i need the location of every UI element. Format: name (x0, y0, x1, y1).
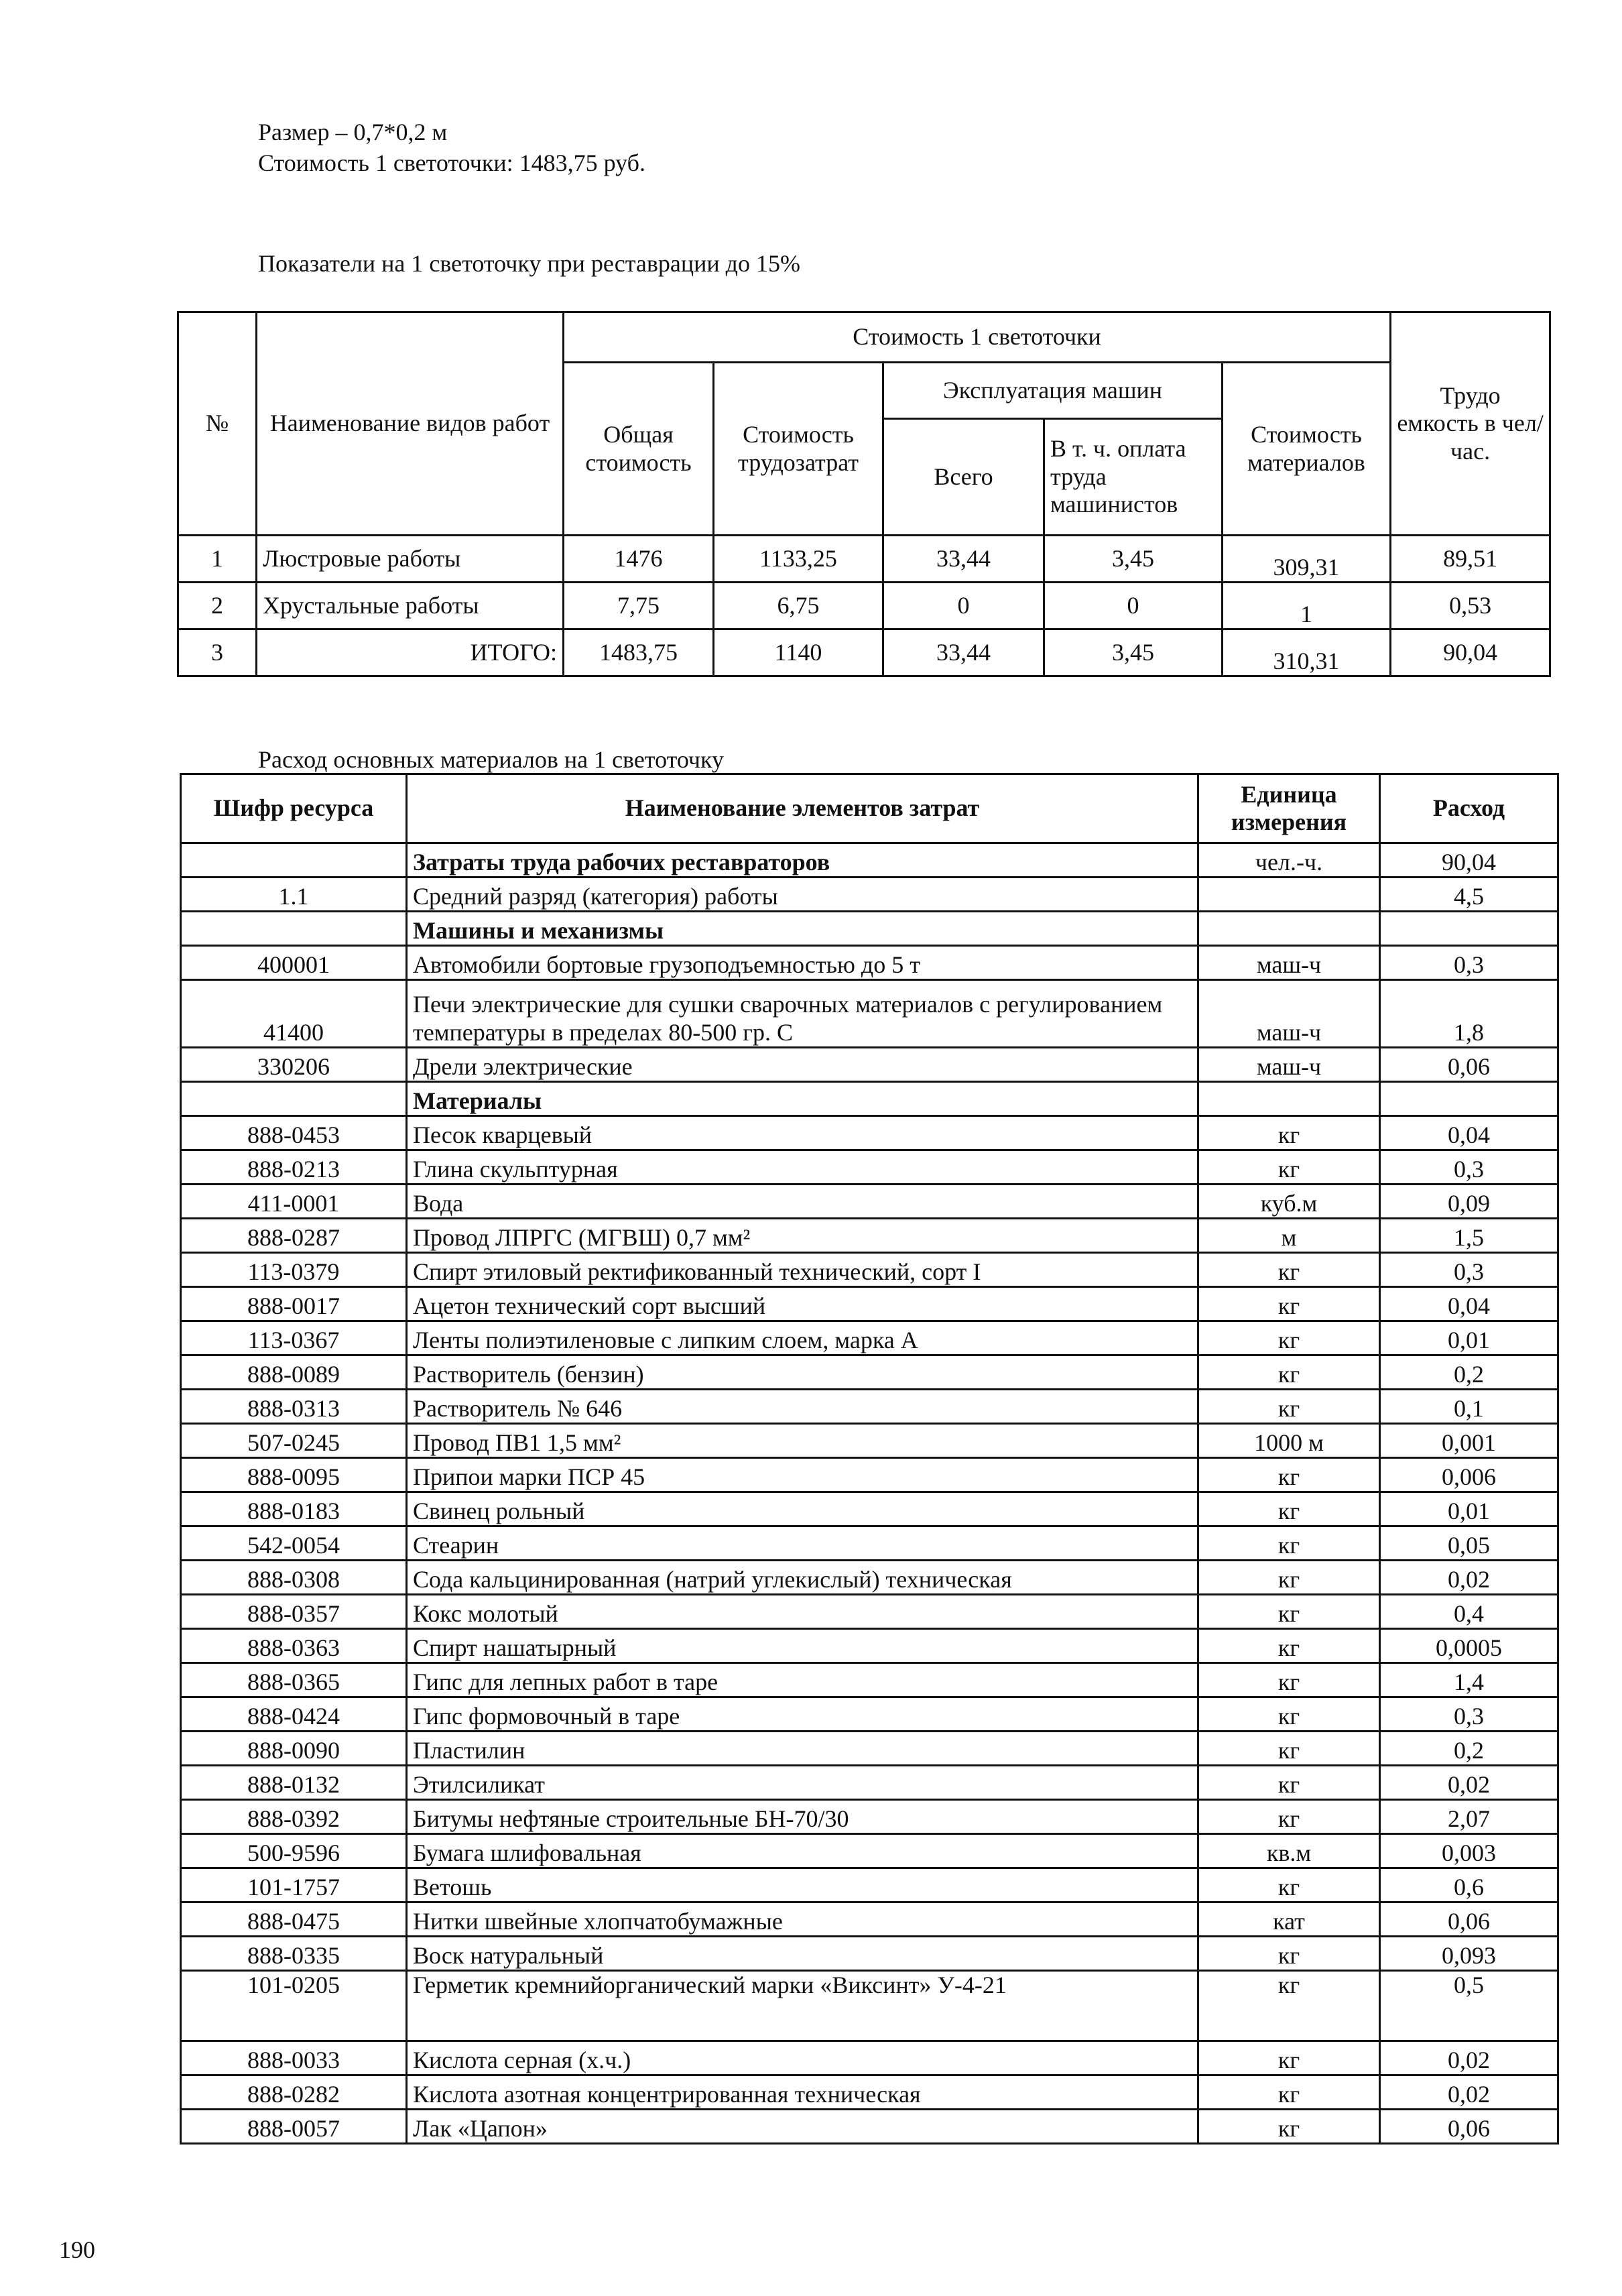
table-cell: ИТОГО: (257, 629, 564, 676)
cell-name: Кокс молотый (407, 1595, 1198, 1629)
header-cost-group: Стоимость 1 светоточки (564, 312, 1391, 363)
cell-name: Гипс для лепных работ в таре (407, 1663, 1198, 1697)
table-cell: 0,53 (1391, 583, 1550, 629)
table-row (178, 583, 1550, 629)
cell-code: 113-0367 (181, 1321, 407, 1355)
table-row (181, 980, 1558, 1048)
cell-name: Ветошь (407, 1868, 1198, 1902)
cell-unit: кг (1198, 1355, 1380, 1390)
cell-name: Машины и механизмы (407, 912, 1198, 946)
table-cell: 1 (1223, 583, 1391, 629)
header-num: № (178, 312, 257, 536)
table-cell: 0 (1044, 583, 1223, 629)
table-row (181, 1219, 1558, 1253)
cell-qty: 0,6 (1380, 1868, 1558, 1902)
table-cell: 2 (178, 583, 257, 629)
cell-qty: 0,2 (1380, 1732, 1558, 1766)
table-row (181, 2075, 1558, 2110)
indicators-table (177, 311, 1551, 677)
table-row (181, 1971, 1558, 2041)
cell-name: Кислота азотная концентрированная техническая (407, 2075, 1198, 2110)
table-row (181, 843, 1558, 878)
table-row (181, 1390, 1558, 1424)
table-cell: 6,75 (714, 583, 883, 629)
cell-name: Нитки швейные хлопчатобумажные (407, 1902, 1198, 1937)
size-text: Размер – 0,7*0,2 м (258, 119, 448, 145)
cell-name: Этилсиликат (407, 1766, 1198, 1800)
cell-qty: 0,02 (1380, 1561, 1558, 1595)
cell-qty: 0,04 (1380, 1116, 1558, 1150)
table-row (181, 1629, 1558, 1663)
header-code: Шифр ресурса (181, 774, 407, 843)
cell-qty: 4,5 (1380, 878, 1558, 912)
cell-unit (1198, 912, 1380, 946)
cell-qty: 0,3 (1380, 1150, 1558, 1185)
cell-qty: 0,1 (1380, 1390, 1558, 1424)
cell-code: 888-0183 (181, 1492, 407, 1526)
cell-name: Глина скульптурная (407, 1150, 1198, 1185)
cell-name: Сода кальцинированная (натрий углекислый) техническая (407, 1561, 1198, 1595)
cell-unit: маш-ч (1198, 946, 1380, 980)
cell-unit: кг (1198, 1663, 1380, 1697)
cell-unit: кг (1198, 1492, 1380, 1526)
cell-unit: кг (1198, 1697, 1380, 1732)
cell-qty: 0,3 (1380, 1253, 1558, 1287)
header-total-cost: Общая стоимость (564, 363, 714, 536)
cell-name: Провод ПВ1 1,5 мм² (407, 1424, 1198, 1458)
page-number: 190 (59, 2236, 95, 2263)
cell-name: Вода (407, 1185, 1198, 1219)
cell-unit: кг (1198, 2110, 1380, 2144)
cell-name: Песок кварцевый (407, 1116, 1198, 1150)
table-row (181, 1561, 1558, 1595)
cell-name: Лак «Цапон» (407, 2110, 1198, 2144)
cell-unit: кг (1198, 1526, 1380, 1561)
cell-code: 507-0245 (181, 1424, 407, 1458)
cell-unit: кг (1198, 1321, 1380, 1355)
cell-unit: кг (1198, 1971, 1380, 2041)
cell-qty: 0,06 (1380, 1902, 1558, 1937)
table-row (181, 1595, 1558, 1629)
cell-unit: куб.м (1198, 1185, 1380, 1219)
cell-name: Припои марки ПСР 45 (407, 1458, 1198, 1492)
header-name: Наименование видов работ (257, 312, 564, 536)
cell-unit: кг (1198, 2075, 1380, 2110)
table-row (181, 1150, 1558, 1185)
cell-code: 888-0363 (181, 1629, 407, 1663)
cell-code: 888-0365 (181, 1663, 407, 1697)
cell-code: 888-0095 (181, 1458, 407, 1492)
cell-qty: 0,001 (1380, 1424, 1558, 1458)
cell-code (181, 1082, 407, 1116)
table-cell: 309,31 (1223, 536, 1391, 583)
cell-code: 101-1757 (181, 1868, 407, 1902)
table-row (178, 536, 1550, 583)
cell-qty: 0,0005 (1380, 1629, 1558, 1663)
cell-code: 888-0057 (181, 2110, 407, 2144)
cell-unit: кг (1198, 1561, 1380, 1595)
header-labor-cost: Стоимость трудозатрат (714, 363, 883, 536)
table-row (181, 1424, 1558, 1458)
table-cell: Хрустальные работы (257, 583, 564, 629)
table-row (181, 1048, 1558, 1082)
table-row (181, 1834, 1558, 1868)
table-row (181, 878, 1558, 912)
cell-unit: чел.-ч. (1198, 843, 1380, 878)
cell-unit: кг (1198, 1116, 1380, 1150)
cell-unit: кг (1198, 1458, 1380, 1492)
cell-qty: 0,4 (1380, 1595, 1558, 1629)
cell-code: 888-0090 (181, 1732, 407, 1766)
cell-code: 411-0001 (181, 1185, 407, 1219)
cell-unit: кг (1198, 1800, 1380, 1834)
cell-unit: маш-ч (1198, 1048, 1380, 1082)
cell-name: Растворитель № 646 (407, 1390, 1198, 1424)
cell-qty: 0,04 (1380, 1287, 1558, 1321)
header-qty: Расход (1380, 774, 1558, 843)
table1-title: Показатели на 1 светоточку при реставрации до 15% (258, 250, 800, 277)
cost-text: Стоимость 1 светоточки: 1483,75 руб. (258, 149, 645, 176)
cell-code: 113-0379 (181, 1253, 407, 1287)
cell-name: Ацетон технический сорт высший (407, 1287, 1198, 1321)
cell-code (181, 912, 407, 946)
cell-name: Автомобили бортовые грузоподъемностью до 5 т (407, 946, 1198, 980)
table-row (181, 1937, 1558, 1971)
table-row (178, 629, 1550, 676)
table-row (181, 1732, 1558, 1766)
cell-qty (1380, 912, 1558, 946)
cell-code: 330206 (181, 1048, 407, 1082)
header-machines-total: Всего (883, 419, 1044, 536)
cell-code: 888-0089 (181, 1355, 407, 1390)
table-cell: 3,45 (1044, 629, 1223, 676)
cell-qty: 0,02 (1380, 1766, 1558, 1800)
cell-name: Стеарин (407, 1526, 1198, 1561)
cell-code: 101-0205 (181, 1971, 407, 2041)
cell-code: 1.1 (181, 878, 407, 912)
table-cell: 1483,75 (564, 629, 714, 676)
table-row (181, 1082, 1558, 1116)
table-cell: 1 (178, 536, 257, 583)
cell-code: 888-0313 (181, 1390, 407, 1424)
table-row (181, 2110, 1558, 2144)
cell-unit: кг (1198, 1766, 1380, 1800)
table-row (181, 1458, 1558, 1492)
cell-qty: 0,02 (1380, 2041, 1558, 2075)
cell-code: 888-0213 (181, 1150, 407, 1185)
cell-code: 888-0017 (181, 1287, 407, 1321)
table-row (181, 2041, 1558, 2075)
cell-name: Свинец рольный (407, 1492, 1198, 1526)
cell-qty: 90,04 (1380, 843, 1558, 878)
cell-qty: 0,2 (1380, 1355, 1558, 1390)
cell-code: 888-0335 (181, 1937, 407, 1971)
cell-code: 888-0282 (181, 2075, 407, 2110)
cell-unit: кг (1198, 1868, 1380, 1902)
cell-unit: кг (1198, 1732, 1380, 1766)
cell-unit: 1000 м (1198, 1424, 1380, 1458)
cell-qty: 0,06 (1380, 2110, 1558, 2144)
cell-qty: 0,093 (1380, 1937, 1558, 1971)
table-cell: 3,45 (1044, 536, 1223, 583)
cell-name: Растворитель (бензин) (407, 1355, 1198, 1390)
cell-name: Затраты труда рабочих реставраторов (407, 843, 1198, 878)
cell-qty: 0,3 (1380, 946, 1558, 980)
cell-qty: 0,3 (1380, 1697, 1558, 1732)
cell-qty: 0,006 (1380, 1458, 1558, 1492)
cell-qty: 0,05 (1380, 1526, 1558, 1561)
cell-code: 888-0287 (181, 1219, 407, 1253)
header-unit: Единица измерения (1198, 774, 1380, 843)
table-cell: 1133,25 (714, 536, 883, 583)
table-row (181, 1868, 1558, 1902)
cell-qty: 0,01 (1380, 1321, 1558, 1355)
cell-unit (1198, 1082, 1380, 1116)
cell-qty: 0,5 (1380, 1971, 1558, 2041)
cell-name: Кислота серная (х.ч.) (407, 2041, 1198, 2075)
table-row (181, 912, 1558, 946)
cell-code: 888-0424 (181, 1697, 407, 1732)
cell-name: Пластилин (407, 1732, 1198, 1766)
table-cell: 0 (883, 583, 1044, 629)
cell-name: Ленты полиэтиленовые с липким слоем, марка А (407, 1321, 1198, 1355)
cell-name: Герметик кремнийорганический марки «Виксинт» У-4-21 (407, 1971, 1198, 2041)
table-row (181, 1902, 1558, 1937)
table-row (181, 1766, 1558, 1800)
cell-code: 888-0392 (181, 1800, 407, 1834)
header-element-name: Наименование элементов затрат (407, 774, 1198, 843)
table-row (181, 1697, 1558, 1732)
cell-unit: кг (1198, 1253, 1380, 1287)
table-cell: 3 (178, 629, 257, 676)
table-row (181, 1492, 1558, 1526)
cell-name: Дрели электрические (407, 1048, 1198, 1082)
cell-code: 888-0475 (181, 1902, 407, 1937)
cell-qty (1380, 1082, 1558, 1116)
cell-name: Спирт этиловый ректификованный технический, сорт I (407, 1253, 1198, 1287)
cell-unit: кг (1198, 2041, 1380, 2075)
cell-unit: кг (1198, 1595, 1380, 1629)
table-cell: 89,51 (1391, 536, 1550, 583)
table-row (181, 1663, 1558, 1697)
cell-unit: кг (1198, 1629, 1380, 1663)
cell-code: 888-0132 (181, 1766, 407, 1800)
cell-qty: 1,5 (1380, 1219, 1558, 1253)
cell-name: Провод ЛПРГС (МГВШ) 0,7 мм² (407, 1219, 1198, 1253)
table-row (181, 1526, 1558, 1561)
cell-qty: 1,8 (1380, 980, 1558, 1048)
cell-unit: м (1198, 1219, 1380, 1253)
cell-qty: 0,003 (1380, 1834, 1558, 1868)
table-cell: 310,31 (1223, 629, 1391, 676)
cell-qty: 0,01 (1380, 1492, 1558, 1526)
header-machines-wages: В т. ч. оплата труда машинистов (1044, 419, 1223, 536)
table-cell: 33,44 (883, 536, 1044, 583)
cell-name: Печи электрические для сушки сварочных материалов с регулированием температуры в пределах 80-500 гр. С (407, 980, 1198, 1048)
cell-name: Материалы (407, 1082, 1198, 1116)
table-row (181, 946, 1558, 980)
cell-qty: 2,07 (1380, 1800, 1558, 1834)
cell-qty: 0,09 (1380, 1185, 1558, 1219)
cell-code: 888-0033 (181, 2041, 407, 2075)
cell-name: Воск натуральный (407, 1937, 1198, 1971)
cell-unit (1198, 878, 1380, 912)
cell-code: 888-0357 (181, 1595, 407, 1629)
cell-unit: маш-ч (1198, 980, 1380, 1048)
cell-code: 41400 (181, 980, 407, 1048)
cell-name: Битумы нефтяные строительные БН-70/30 (407, 1800, 1198, 1834)
header-machines: Эксплуатация машин (883, 363, 1223, 419)
header-materials: Стоимость материалов (1223, 363, 1391, 536)
table-cell: Люстровые работы (257, 536, 564, 583)
cell-code: 542-0054 (181, 1526, 407, 1561)
cell-name: Гипс формовочный в таре (407, 1697, 1198, 1732)
cell-unit: кв.м (1198, 1834, 1380, 1868)
cell-unit: кг (1198, 1937, 1380, 1971)
cell-unit: кг (1198, 1150, 1380, 1185)
table-cell: 90,04 (1391, 629, 1550, 676)
table-row (181, 1355, 1558, 1390)
cell-name: Средний разряд (категория) работы (407, 878, 1198, 912)
table-cell: 33,44 (883, 629, 1044, 676)
cell-qty: 1,4 (1380, 1663, 1558, 1697)
cell-code (181, 843, 407, 878)
cell-qty: 0,06 (1380, 1048, 1558, 1082)
cell-code: 888-0308 (181, 1561, 407, 1595)
table-cell: 1476 (564, 536, 714, 583)
header-labor-intensity: Трудо емкость в чел/час. (1391, 312, 1550, 536)
table-cell: 1140 (714, 629, 883, 676)
cell-code: 888-0453 (181, 1116, 407, 1150)
table-row (181, 1116, 1558, 1150)
cell-unit: кат (1198, 1902, 1380, 1937)
cell-name: Бумага шлифовальная (407, 1834, 1198, 1868)
table-row (181, 1321, 1558, 1355)
cell-qty: 0,02 (1380, 2075, 1558, 2110)
cell-name: Спирт нашатырный (407, 1629, 1198, 1663)
table-row (181, 1185, 1558, 1219)
table-row (181, 1287, 1558, 1321)
cell-unit: кг (1198, 1287, 1380, 1321)
table-row (181, 1800, 1558, 1834)
table2-title: Расход основных материалов на 1 светоточку (258, 746, 725, 773)
cell-code: 400001 (181, 946, 407, 980)
table-row (181, 1253, 1558, 1287)
cell-code: 500-9596 (181, 1834, 407, 1868)
table-cell: 7,75 (564, 583, 714, 629)
materials-table (180, 773, 1559, 2144)
cell-unit: кг (1198, 1390, 1380, 1424)
